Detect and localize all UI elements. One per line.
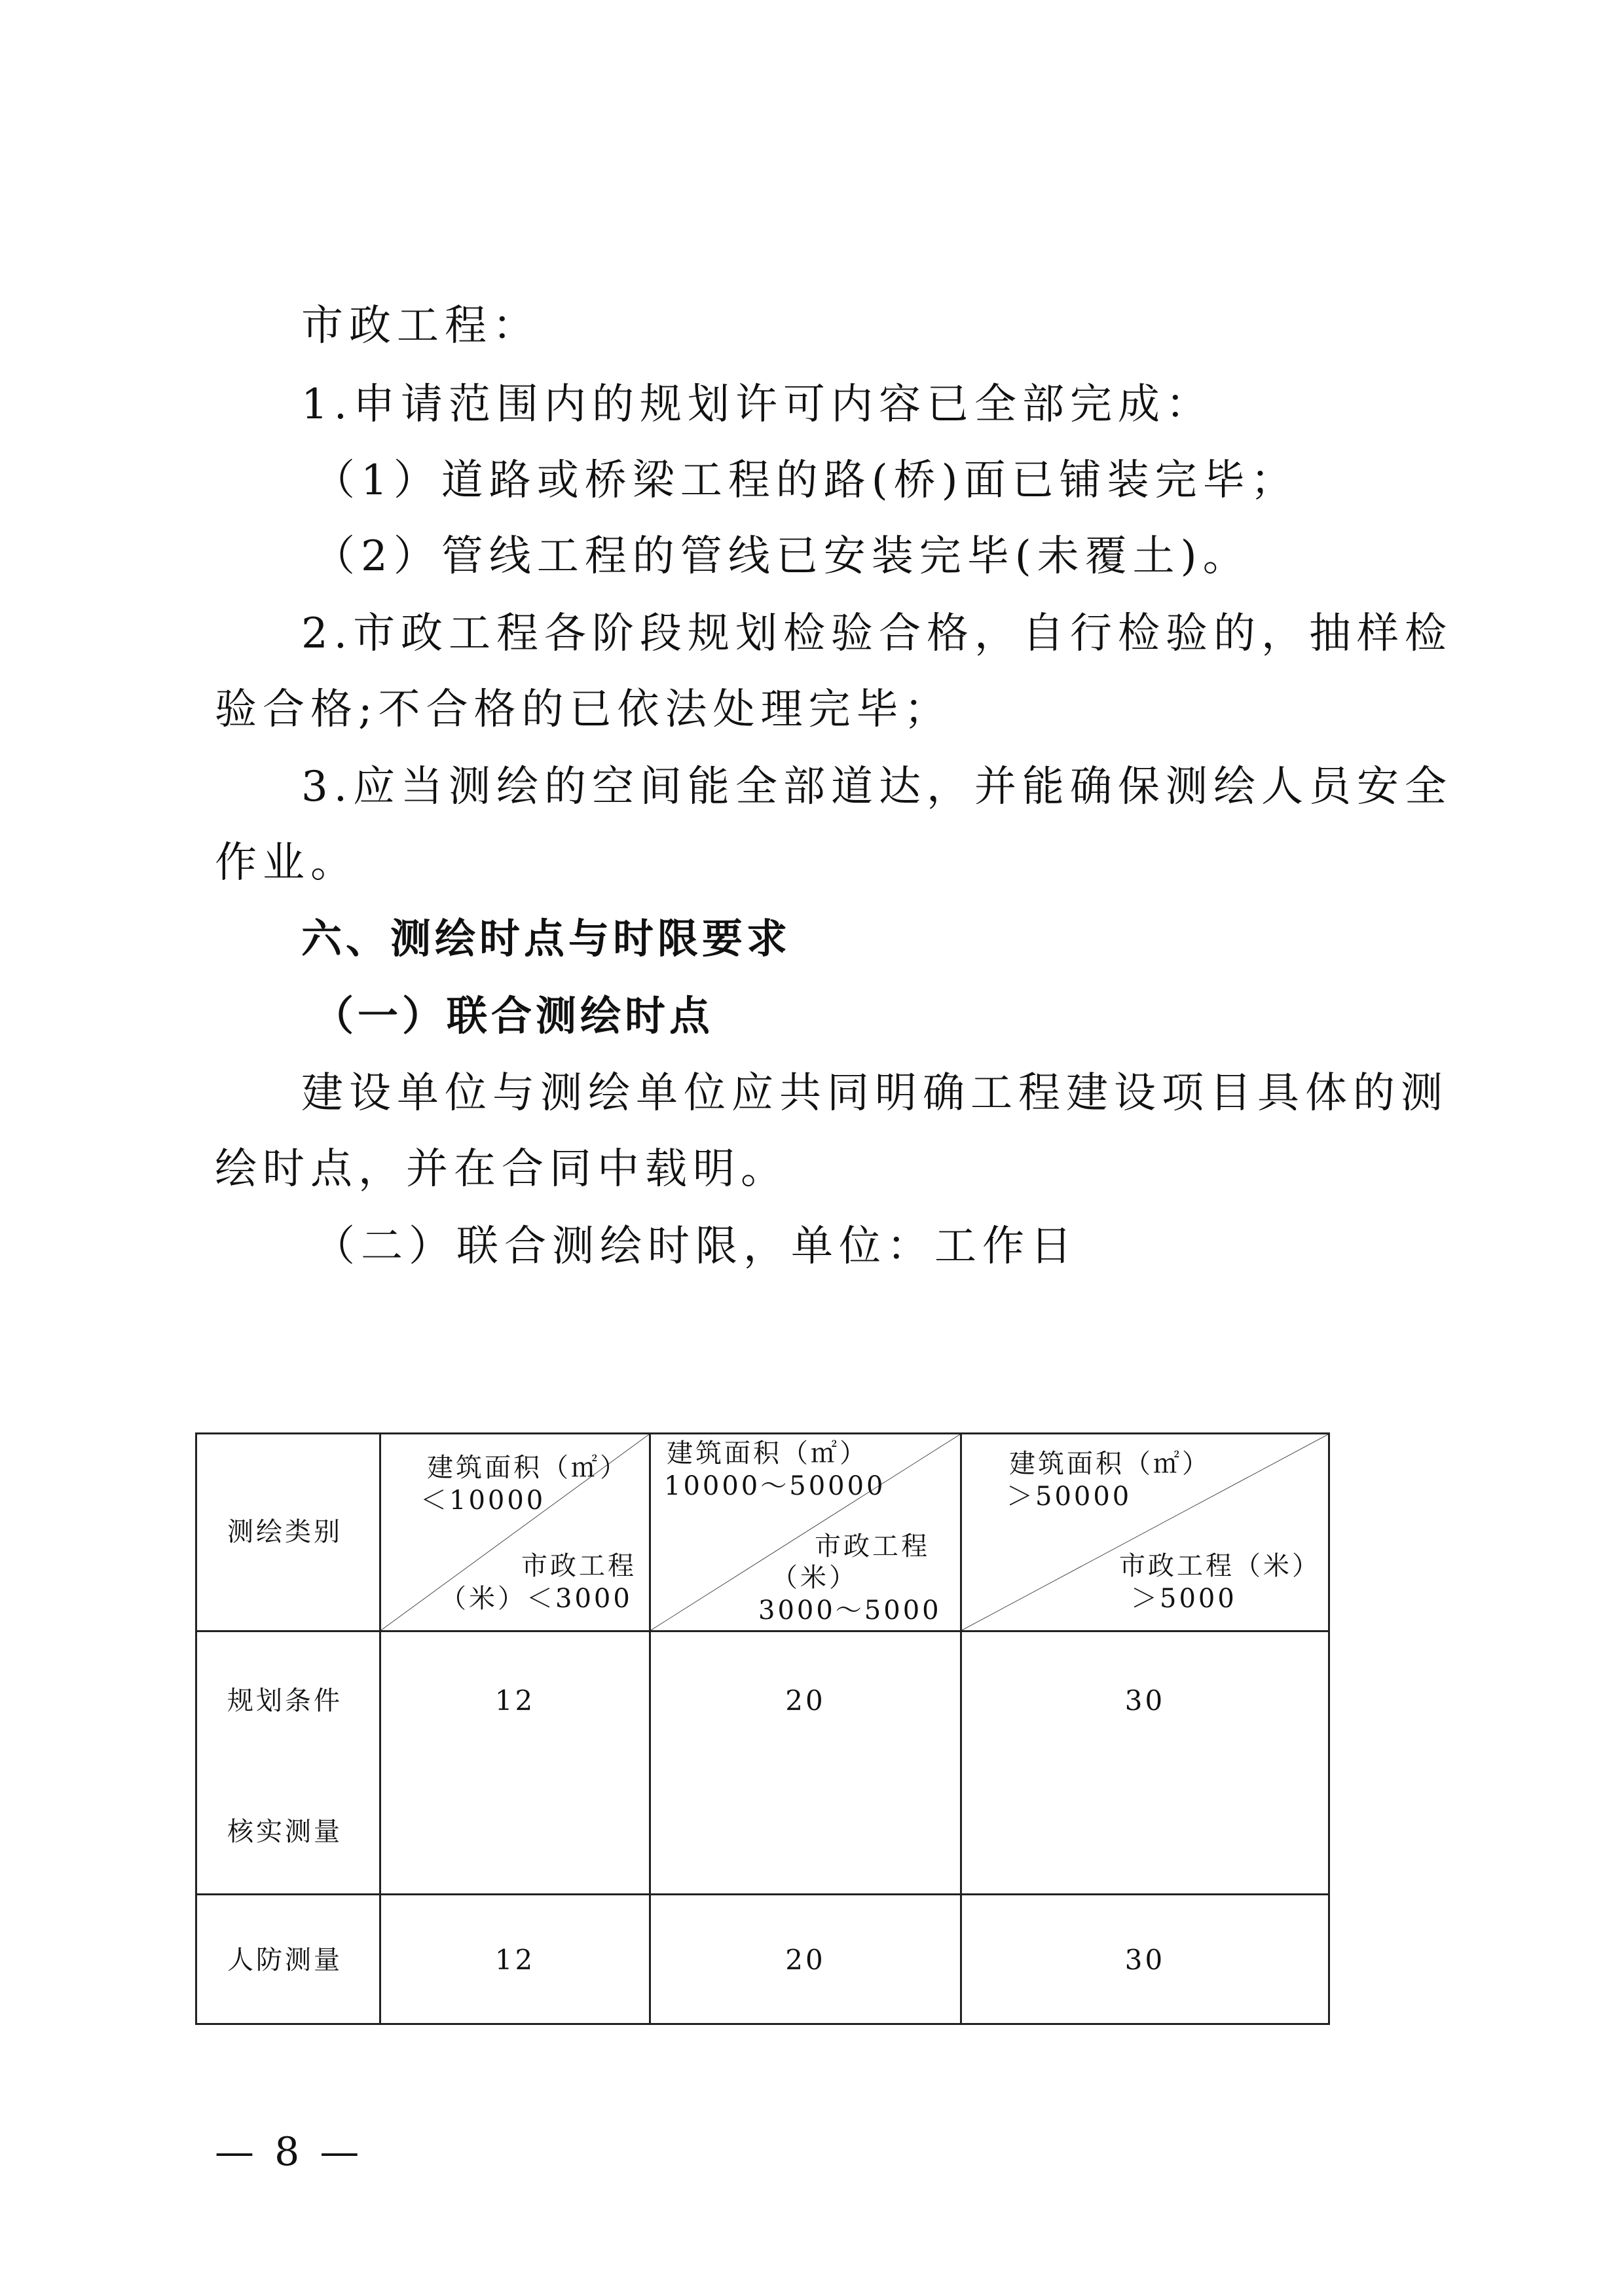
cell-value: 12 [494,1685,536,1717]
subsection-heading-1: （一）联合测绘时点 [313,992,714,1040]
paragraph-timing-line2: 绘时点，并在合同中载明。 [215,1145,788,1194]
row-label-line1: 规划条件 [227,1686,342,1716]
paragraph-item-2-line2: 验合格;不合格的已依法处理完毕； [215,685,952,734]
cell-value: 30 [1124,1944,1166,1976]
paragraph-item-3-line2: 作业。 [215,839,358,887]
paragraph-item-3-line1: 3.应当测绘的空间能全部道达，并能确保测绘人员安全 [301,763,1453,811]
paragraph-timing-line1: 建设单位与测绘单位应共同明确工程建设项目具体的测 [301,1069,1449,1118]
header-municipal-range: 3000～5000 [758,1595,942,1626]
header-municipal-label: 市政工程 [815,1531,930,1561]
header-area-label: 建筑面积（㎡） [1009,1449,1211,1479]
table-cell [650,1895,961,2024]
header-municipal-label: 市政工程 [521,1551,637,1581]
table-cell [650,1631,961,1895]
row-label-line1: 人防测量 [227,1945,342,1975]
header-municipal-range: （米）＜3000 [440,1584,633,1614]
table-row [196,1895,1329,2024]
header-cell-large [961,1434,1329,1631]
page-number: — 8 — [215,2129,363,2175]
paragraph-item-1-1: （1）道路或桥梁工程的路(桥)面已铺装完毕； [313,456,1299,505]
header-area-label: 建筑面积（㎡） [667,1438,868,1468]
table-cell [380,1895,650,2024]
paragraph-item-1-2: （2）管线工程的管线已安装完毕(未覆土)。 [313,532,1251,581]
cell-value: 30 [1124,1685,1166,1717]
row-label-cell [196,1895,380,2024]
section-heading: 六、测绘时点与时限要求 [301,915,792,962]
header-cell-medium [650,1434,961,1631]
table-header-row [196,1434,1329,1631]
paragraph-item-1: 1.申请范围内的规划许可内容已全部完成： [301,380,1214,429]
subsection-heading-2: （二）联合测绘时限，单位：工作日 [313,1222,1078,1271]
header-area-range: ＞50000 [1006,1482,1132,1512]
cell-value: 20 [785,1944,826,1976]
corner-cell [196,1434,380,1631]
table-cell [961,1895,1329,2024]
header-cell-small [380,1434,650,1631]
cell-value: 20 [785,1685,826,1717]
header-area-label: 建筑面积（㎡） [427,1453,629,1483]
table-cell [961,1631,1329,1895]
row-label-cell [196,1631,380,1895]
header-municipal-range: ＞5000 [1131,1584,1237,1614]
row-label-line2: 核实测量 [227,1817,342,1847]
cell-value: 12 [494,1944,536,1976]
paragraph-item-2-line1: 2.市政工程各阶段规划检验合格，自行检验的，抽样检 [301,610,1453,658]
header-area-range: ＜10000 [420,1485,546,1516]
table-row [196,1631,1329,1895]
header-municipal-label: 市政工程（米） [1119,1551,1321,1581]
corner-label: 测绘类别 [227,1517,342,1547]
paragraph-municipal-title: 市政工程： [301,302,540,350]
time-limit-table [195,1432,1330,2025]
header-municipal-unit: （米） [771,1563,858,1593]
header-area-range: 10000～50000 [664,1471,886,1501]
table-cell [380,1631,650,1895]
